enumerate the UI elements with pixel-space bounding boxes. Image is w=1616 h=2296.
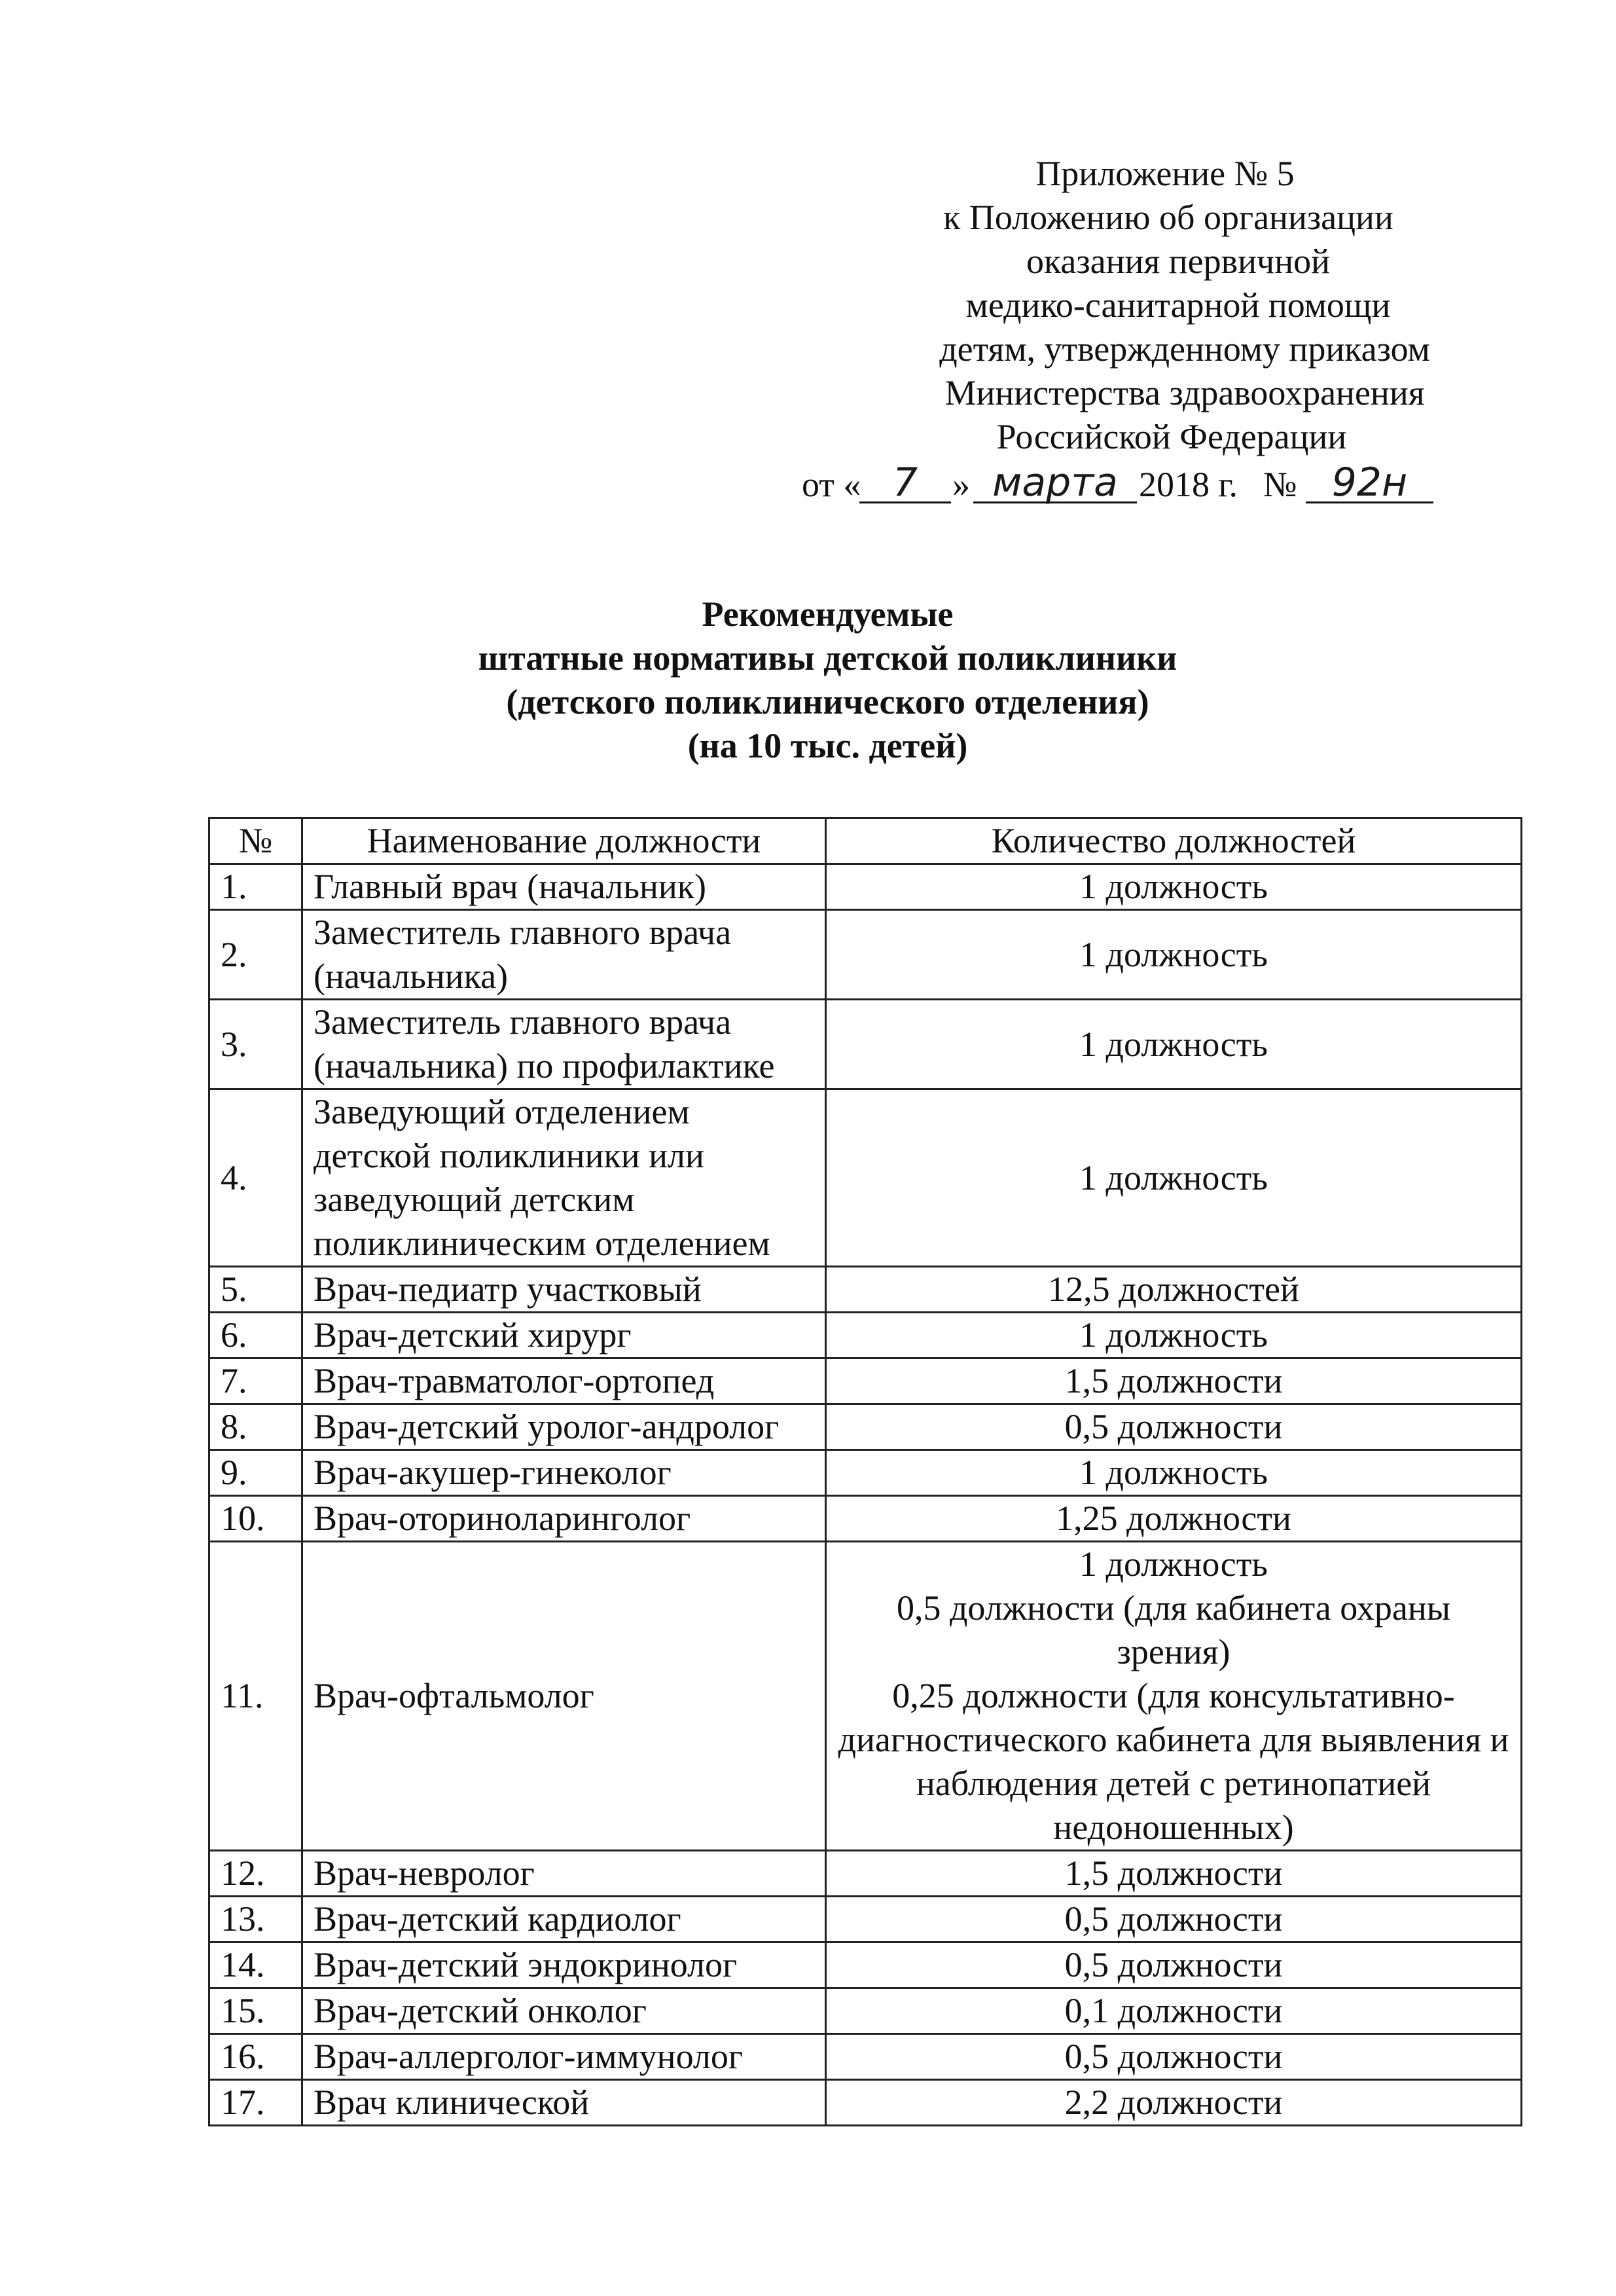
position-name: Врач-невролог (302, 1851, 826, 1897)
position-name: Врач-детский онколог (302, 1988, 826, 2034)
header-number: № (209, 818, 302, 864)
quantity-line: 0,5 должности (1064, 2037, 1283, 2076)
position-quantity (826, 1542, 1522, 1851)
order-quote-close: » (952, 465, 970, 504)
position-quantity (826, 1000, 1522, 1089)
row-number: 16. (209, 2034, 302, 2080)
quantity-line: 0,5 должности (для кабинета охраны зрения) (896, 1588, 1451, 1671)
row-number: 17. (209, 2080, 302, 2126)
position-quantity (826, 1450, 1522, 1496)
quantity-line: 1,5 должности (1064, 1361, 1283, 1400)
row-number: 1. (209, 864, 302, 910)
appendix-line: Министерства здравоохранения (944, 373, 1425, 412)
appendix-title: Приложение № 5 (1035, 154, 1295, 193)
table-body (209, 864, 1522, 2126)
table-row (209, 1542, 1522, 1851)
table-row (209, 864, 1522, 910)
position-name: Врач-детский уролог-андролог (302, 1404, 826, 1450)
table-row (209, 2034, 1522, 2080)
table-row (209, 1988, 1522, 2034)
position-quantity (826, 1267, 1522, 1313)
table-row (209, 1313, 1522, 1358)
heading-line: штатные нормативы детской поликлиники (478, 638, 1177, 678)
row-number: 4. (209, 1089, 302, 1267)
quantity-line: 1 должность (1079, 1157, 1268, 1197)
quantity-line: 0,1 должности (1064, 1991, 1283, 2030)
quantity-line: 1,25 должности (1056, 1499, 1291, 1538)
position-quantity (826, 1988, 1522, 2034)
position-name: Врач-детский эндокринолог (302, 1942, 826, 1988)
position-name: Заведующий отделением детской поликлиники или заведующий детским поликлиническим отделением (302, 1089, 826, 1267)
position-quantity (826, 1089, 1522, 1267)
appendix-line: оказания первичной (1026, 242, 1331, 281)
row-number: 13. (209, 1897, 302, 1942)
position-name: Врач-детский хирург (302, 1313, 826, 1358)
table-row (209, 1404, 1522, 1450)
quantity-line: 1,5 должности (1064, 1853, 1283, 1893)
quantity-line: 12,5 должностей (1048, 1269, 1299, 1309)
position-quantity (826, 2080, 1522, 2126)
document-heading (0, 592, 1616, 768)
row-number: 10. (209, 1496, 302, 1542)
position-name: Врач-аллерголог-иммунолог (302, 2034, 826, 2080)
order-year: 2018 г. (1139, 465, 1238, 504)
appendix-line: детям, утвержденному приказом (939, 329, 1430, 369)
position-name: Врач-акушер-гинеколог (302, 1450, 826, 1496)
position-quantity (826, 1358, 1522, 1404)
position-quantity (826, 1851, 1522, 1897)
order-day-handwritten: 7 (859, 464, 951, 503)
table-row (209, 1000, 1522, 1089)
row-number: 6. (209, 1313, 302, 1358)
position-quantity (826, 1313, 1522, 1358)
table-row (209, 1897, 1522, 1942)
order-number-label: № (1263, 465, 1297, 504)
table-header-row (209, 818, 1522, 864)
quantity-line: 1 должность (1079, 934, 1268, 974)
row-number: 11. (209, 1542, 302, 1851)
position-quantity (826, 864, 1522, 910)
row-number: 5. (209, 1267, 302, 1313)
order-reference (802, 458, 1587, 511)
table-row (209, 2080, 1522, 2126)
appendix-line: к Положению об организации (943, 198, 1393, 237)
quantity-line: 0,5 должности (1064, 1945, 1283, 1984)
heading-line: Рекомендуемые (702, 594, 954, 634)
row-number: 3. (209, 1000, 302, 1089)
appendix-line: медико-санитарной помощи (965, 285, 1391, 325)
position-name: Врач-травматолог-ортопед (302, 1358, 826, 1404)
quantity-line: 1 должность (1079, 1315, 1268, 1355)
position-name: Заместитель главного врача (начальника) по профилактике (302, 1000, 826, 1089)
position-quantity (826, 910, 1522, 1000)
table-row (209, 1267, 1522, 1313)
position-quantity (826, 1404, 1522, 1450)
header-position: Наименование должности (302, 818, 826, 864)
quantity-line: 1 должность (1079, 1024, 1268, 1064)
table-row (209, 1450, 1522, 1496)
table-row (209, 1942, 1522, 1988)
position-quantity (826, 1897, 1522, 1942)
quantity-line: 0,25 должности (для консультативно-диагностического кабинета для выявления и наблюдения детей с ретинопатией недоношенных) (838, 1676, 1509, 1847)
row-number: 9. (209, 1450, 302, 1496)
row-number: 15. (209, 1988, 302, 2034)
header-quantity: Количество должностей (826, 818, 1522, 864)
quantity-line: 1 должность (1079, 867, 1268, 906)
table-row (209, 1089, 1522, 1267)
quantity-line: 1 должность (1079, 1453, 1268, 1492)
row-number: 7. (209, 1358, 302, 1404)
row-number: 8. (209, 1404, 302, 1450)
quantity-line: 0,5 должности (1064, 1899, 1283, 1939)
appendix-line: Российской Федерации (996, 417, 1347, 456)
quantity-line: 0,5 должности (1064, 1407, 1283, 1446)
table-row (209, 910, 1522, 1000)
position-name: Заместитель главного врача (начальника) (302, 910, 826, 1000)
position-name: Главный врач (начальник) (302, 864, 826, 910)
staffing-table (208, 817, 1522, 2126)
position-name: Врач-детский кардиолог (302, 1897, 826, 1942)
position-name: Врач клинической (302, 2080, 826, 2126)
row-number: 14. (209, 1942, 302, 1988)
heading-line: (на 10 тыс. детей) (687, 726, 968, 765)
order-number-handwritten: 92н (1306, 464, 1433, 503)
position-name: Врач-оториноларинголог (302, 1496, 826, 1542)
position-quantity (826, 2034, 1522, 2080)
table-row (209, 1851, 1522, 1897)
table-row (209, 1358, 1522, 1404)
position-quantity (826, 1942, 1522, 1988)
position-quantity (826, 1496, 1522, 1542)
order-month-handwritten: марта (973, 464, 1137, 503)
position-name: Врач-офтальмолог (302, 1542, 826, 1851)
table-row (209, 1496, 1522, 1542)
quantity-line: 2,2 должности (1064, 2083, 1283, 2122)
order-prefix: от « (802, 465, 861, 504)
position-name: Врач-педиатр участковый (302, 1267, 826, 1313)
heading-line: (детского поликлинического отделения) (506, 682, 1149, 721)
row-number: 12. (209, 1851, 302, 1897)
quantity-line: 1 должность (1079, 1544, 1268, 1584)
row-number: 2. (209, 910, 302, 1000)
appendix-block (772, 152, 1558, 459)
